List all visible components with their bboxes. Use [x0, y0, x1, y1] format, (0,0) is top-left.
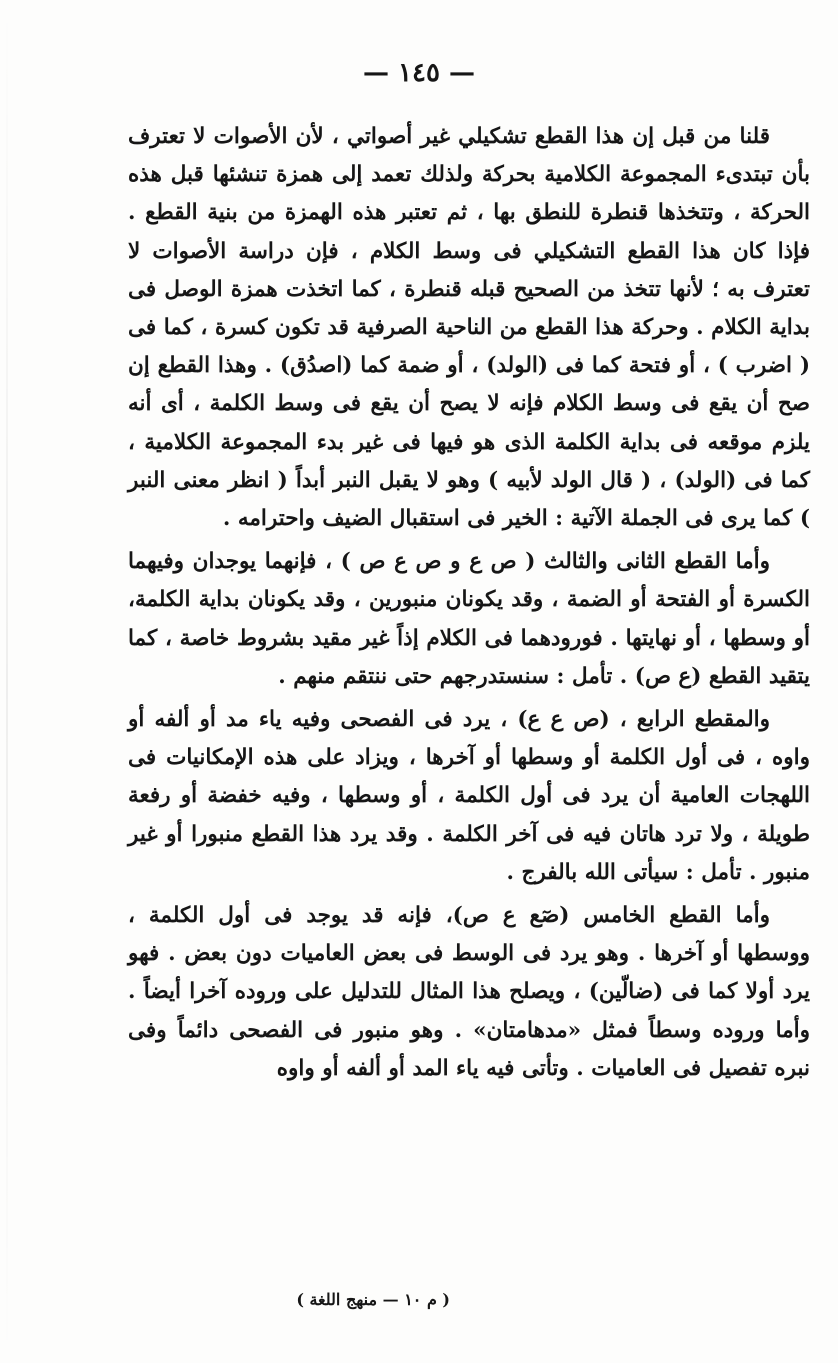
body-text [128, 118, 810, 1093]
page-number: — ١٤٥ — [362, 58, 476, 88]
paragraph-4: وأما القطع الخامس (صٓع ع ص)، فإنه قد يوجد فى أول الكلمة ، ووسطها أو آخرها . وهو يرد فى الوسط فى بعض العاميات دون بعض . فهو يرد أولا كما فى (ضالّين) ، ويصلح هذا المثال للتدليل على وروده آخرا أيضاً . وأما وروده وسطاً فمثل «مدهامتان» . وهو منبور فى الفصحى دائماً وفى نبره تفصيل فى العاميات . وتأتى فيه ياء المد أو ألفه أو واوه [128, 903, 810, 1081]
paragraph-1: قلنا من قبل إن هذا القطع تشكيلي غير أصواتي ، لأن الأصوات لا تعترف بأن تبتدىء المجموعة الكلامية بحركة ولذلك تعمد إلى همزة تنشئها قبل هذه الحركة ، وتتخذها قنطرة للنطق بها ، ثم تعتبر هذه الهمزة من بنية القطع . فإذا كان هذا القطع التشكيلي فى وسط الكلام ، فإن دراسة الأصوات لا تعترف به ؛ لأنها تتخذ من الصحيح قبله قنطرة ، كما اتخذت همزة الوصل فى بداية الكلام . وحركة هذا القطع من الناحية الصرفية قد تكون كسرة ، كما فى ( اضرب ) ، أو فتحة كما فى (الولد) ، أو ضمة كما (اصدُق) . وهذا القطع إن صح أن يقع فى وسط الكلام فإنه لا يصح أن يقع فى وسط الكلمة ، أى أنه يلزم موقعه فى بداية الكلمة الذى هو فيها فى غير بدء المجموعة الكلامية ، كما فى (الولد) ، ( قال الولد لأبيه ) وهو لا يقبل النبر أبداً ( انظر معنى النبر ) كما يرى فى الجملة الآتية : الخير فى استقبال الضيف واحترامه . [128, 124, 810, 532]
paragraph-2: وأما القطع الثانى والثالث ( ص ع و ص ع ص ) ، فإنهما يوجدان وفيهما الكسرة أو الفتحة أو الضمة ، وقد يكونان منبورين ، وقد يكونان بداية الكلمة، أو وسطها ، أو نهايتها . فورودهما فى الكلام إذاً غير مقيد بشروط خاصة ، كما يتقيد القطع (ع ص) . تأمل : سنستدرجهم حتى ننتقم منهم . [128, 549, 810, 689]
page-edge-shadow [6, 0, 8, 1363]
footer-signature: ( م ١٠ — منهج اللغة ) [296, 1290, 450, 1309]
paragraph-3: والمقطع الرابع ، (ص ع ع) ، يرد فى الفصحى وفيه ياء مد أو ألفه أو واوه ، فى أول الكلمة أو وسطها أو آخرها ، ويزاد على هذه الإمكانيات فى اللهجات العامية أن يرد فى أول الكلمة ، أو وسطها ، وفيه خفضة أو رفعة طويلة ، ولا ترد هاتان فيه فى آخر الكلمة . وقد يرد هذا القطع منبورا أو غير منبور . تأمل : سيأتى الله بالفرج . [128, 707, 810, 885]
